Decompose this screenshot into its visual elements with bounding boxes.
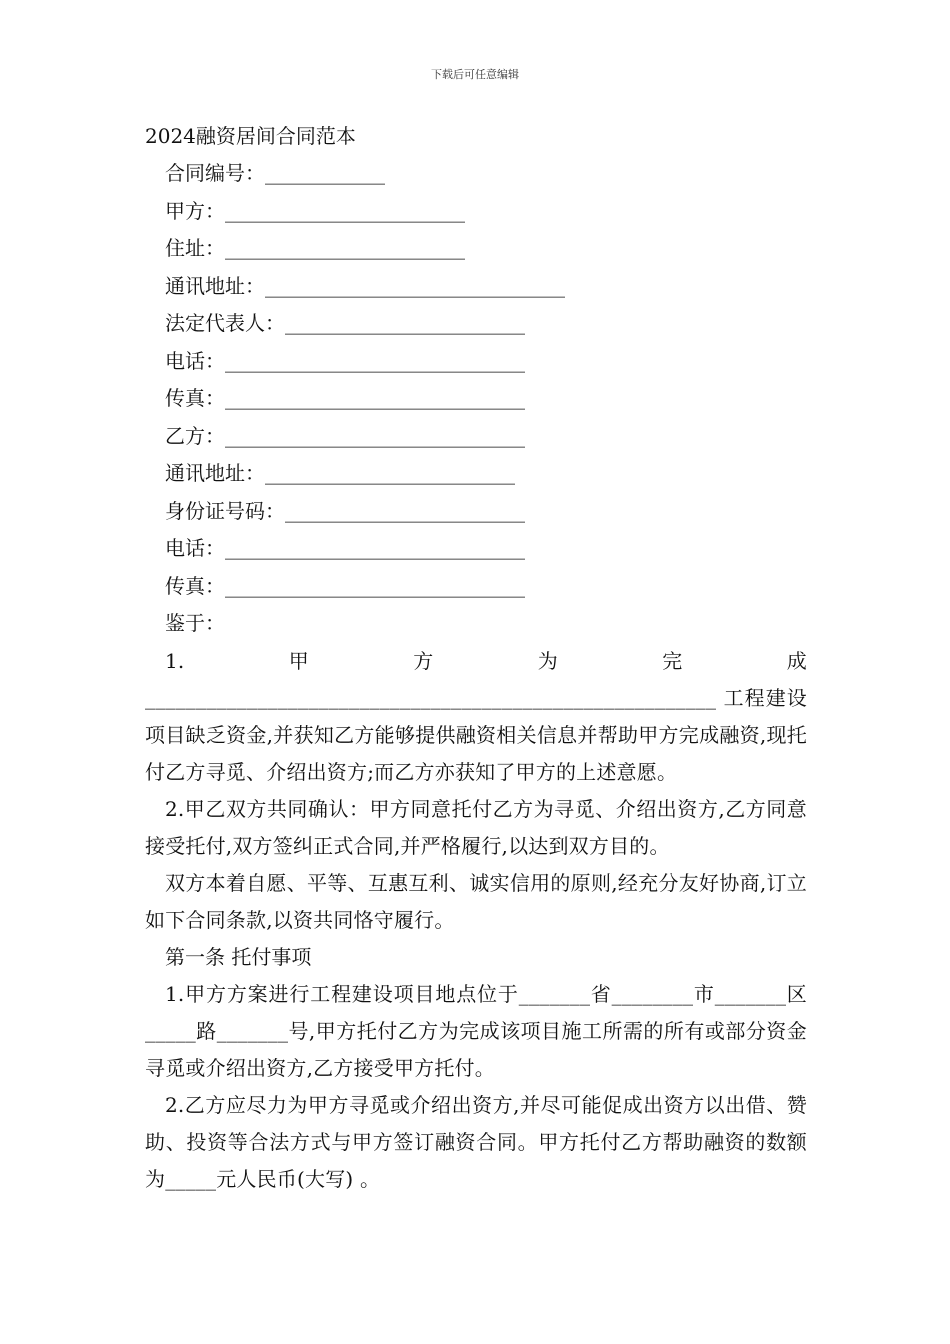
field-blank: ______________________________ <box>265 273 565 298</box>
whereas-paragraph-1: 1.甲方为完成________________________________________________________ 工程建设项目缺乏资金,并获知乙方能够提供融资相关信息并帮助甲方完成融资,现托付乙方寻觅、介绍出资方;而乙方亦获知了甲方的上述意愿。 <box>145 648 807 784</box>
field-blank: ________________________ <box>285 311 525 335</box>
field-blank: ______________________________ <box>225 386 525 410</box>
field-row <box>145 343 807 381</box>
field-blank: ______________________________ <box>225 536 525 560</box>
field-row <box>145 380 807 418</box>
field-label: 传真： <box>165 573 225 598</box>
field-row <box>145 530 807 568</box>
document-title: 2024融资居间合同范本 <box>145 124 356 148</box>
field-blank: ______________________________ <box>225 348 525 373</box>
field-label: 电话： <box>165 536 225 560</box>
field-blank: ______________________________ <box>225 423 525 448</box>
field-row <box>145 568 807 606</box>
field-blank: _________________________ <box>265 461 515 485</box>
whereas-label: 鉴于： <box>165 611 225 635</box>
field-blank: ________________________ <box>225 236 465 260</box>
field-blank: ______________________________ <box>225 573 525 598</box>
field-row <box>145 418 807 456</box>
field-label: 通讯地址： <box>165 273 265 298</box>
article-1-paragraph-2: 2.乙方应尽力为甲方寻觅或介绍出资方,并尽可能促成出资方以出借、赞助、投资等合法方式与甲方签订融资合同。甲方托付乙方帮助融资的数额为_____元人民币(大写) 。 <box>145 1092 807 1191</box>
field-label: 甲方： <box>165 198 225 223</box>
field-row <box>145 193 807 231</box>
document-page <box>145 118 807 1198</box>
field-blank: ________________________ <box>225 198 465 223</box>
header-note: 下载后可任意编辑 <box>431 68 519 81</box>
field-label: 法定代表人： <box>165 311 285 335</box>
field-label: 通讯地址： <box>165 461 265 485</box>
field-row <box>145 455 807 493</box>
field-label: 身份证号码： <box>165 498 285 523</box>
field-row <box>145 493 807 531</box>
field-row <box>145 305 807 343</box>
field-row <box>145 230 807 268</box>
field-label: 乙方： <box>165 423 225 448</box>
field-label: 住址： <box>165 236 225 260</box>
contract-fields <box>145 155 807 605</box>
whereas-paragraph-3: 双方本着自愿、平等、互惠互利、诚实信用的原则,经充分友好协商,订立如下合同条款,以资共同恪守履行。 <box>145 870 807 932</box>
field-row <box>145 268 807 306</box>
article-1-title: 第一条 托付事项 <box>165 944 312 969</box>
whereas-paragraph-2: 2.甲乙双方共同确认：甲方同意托付乙方为寻觅、介绍出资方,乙方同意接受托付,双方签纠正式合同,并严格履行,以达到双方目的。 <box>145 796 807 858</box>
field-label: 传真： <box>165 386 225 410</box>
article-1-paragraph-1: 1.甲方方案进行工程建设项目地点位于_______省________市_______区_____路_______号,甲方托付乙方为完成该项目施工所需的所有或部分资金寻觅或介绍出资方,乙方接受甲方托付。 <box>145 981 807 1080</box>
field-label: 电话： <box>165 348 225 373</box>
field-blank: ____________ <box>265 161 385 185</box>
field-label: 合同编号： <box>165 161 265 185</box>
field-blank: ________________________ <box>285 498 525 523</box>
field-row <box>145 155 807 193</box>
